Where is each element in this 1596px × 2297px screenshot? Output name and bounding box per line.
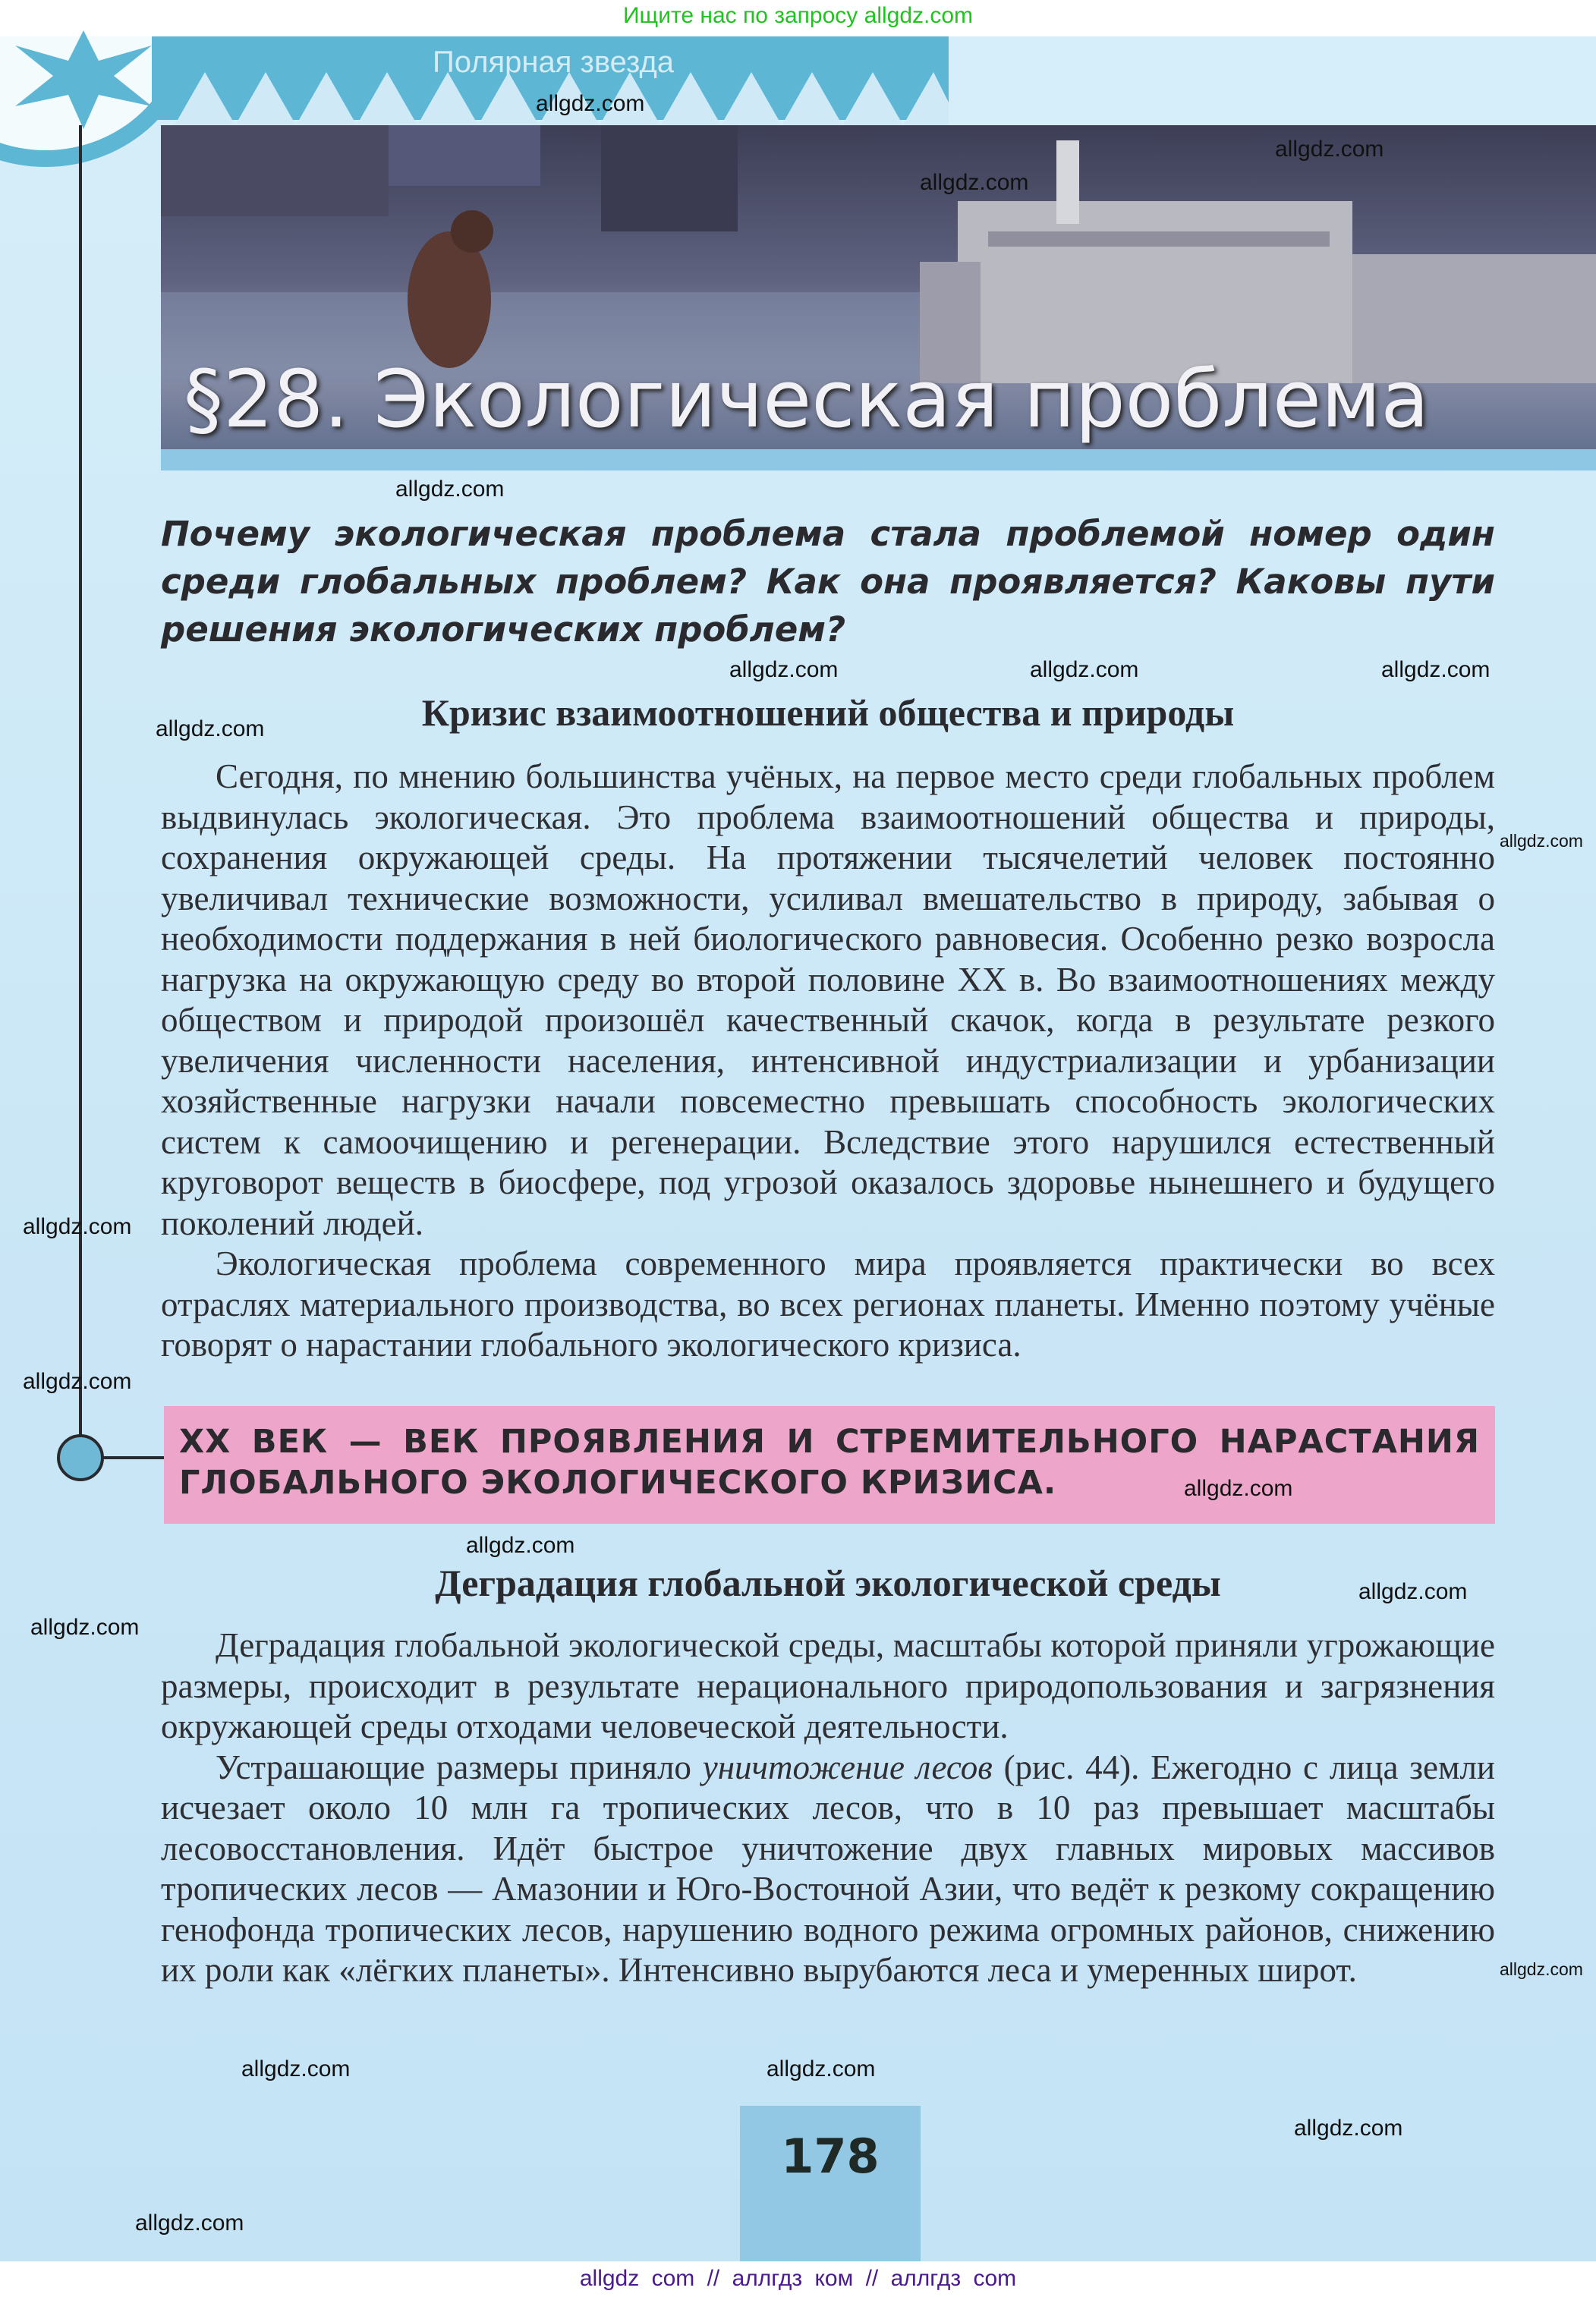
section-heading-degradation: Деградация глобальной экологической среды bbox=[435, 1562, 1221, 1604]
watermark: allgdz.com bbox=[1275, 137, 1384, 162]
emphasis-term: уничтожение лесов bbox=[702, 1748, 993, 1786]
margin-line bbox=[79, 125, 82, 1458]
watermark: allgdz.com bbox=[1294, 2116, 1403, 2141]
section-crisis-body bbox=[161, 757, 1495, 1366]
paragraph: Сегодня, по мнению большинства учёных, на первое место среди глобальных проблем выдвинулась экологическая. Это проблема взаимоотношений общества и природы, сохранения окружающей среды. На протяжении тысячелетий человек постоянно увеличивал технические возможности, усиливал вмешательство в природу, забывая о необходимости поддержания в ней биологического равновесия. Особенно резко возросла нагрузка на окружающую среду во второй половине XX в. Во взаимоотношениях между обществом и природой произошёл качественный скачок, когда в результате резкого увеличения численности населения, интенсивной индустриализации и урбанизации хозяйственные нагрузки начали повсеместно превышать способность экологических систем к самоочищению и регенерации. Вследствие этого нарушился естественный круговорот веществ в биосфере, под угрозой оказалось здоровье нынешнего и будущего поколений людей. bbox=[161, 757, 1495, 1242]
series-name: Полярная звезда bbox=[433, 46, 675, 79]
watermark: allgdz.com bbox=[1500, 1959, 1583, 1979]
bottom-ad-text[interactable]: allgdz com // аллгдз ком // аллгдз com bbox=[579, 2266, 1017, 2291]
watermark: allgdz.com bbox=[1030, 657, 1139, 682]
watermark: allgdz.com bbox=[920, 170, 1029, 195]
section-heading-crisis: Кризис взаимоотношений общества и природы bbox=[421, 691, 1235, 734]
watermark: allgdz.com bbox=[23, 1214, 132, 1239]
text: (рис. 44). Ежегодно с лица земли исчезает около 10 млн га тропических лесов, что в 10 раз превышает масштабы лесовосстановления. Идёт быстрое уничтожение двух главных мировых массивов тропических лесов — Амазонии и Юго-Восточной Азии, что ведёт к резкому сокращению генофонда тропических лесов, нарушению водного режима огромных районов, снижению их роли как «лёгких планеты». Интенсивно вырубаются леса и умеренных широт. bbox=[161, 1748, 1496, 1989]
watermark: allgdz.com bbox=[767, 2056, 876, 2081]
watermark: allgdz.com bbox=[1500, 831, 1583, 851]
section-degradation-body bbox=[161, 1625, 1495, 1991]
watermark: allgdz.com bbox=[1184, 1476, 1293, 1501]
star-icon bbox=[8, 30, 159, 129]
text: Устрашающие размеры приняло bbox=[216, 1748, 703, 1786]
chapter-banner-image bbox=[161, 125, 1596, 470]
paragraph: Деградация глобальной экологической среды, масштабы которой приняли угрожающие размеры, происходит в результате нерационального природопользования и загрязнения окружающей среды отходами человеческой деятельности. bbox=[161, 1626, 1495, 1745]
margin-dot bbox=[57, 1434, 104, 1481]
key-idea-text: XX ВЕК — ВЕК ПРОЯВЛЕНИЯ И СТРЕМИТЕЛЬНОГО НАРАСТАНИЯ ГЛОБАЛЬНОГО ЭКОЛОГИЧЕСКОГО КРИЗИСА. bbox=[179, 1423, 1480, 1502]
page-title: §28. Экологическая проблема bbox=[184, 353, 1430, 445]
watermark: allgdz.com bbox=[1358, 1579, 1468, 1604]
paragraph: Экологическая проблема современного мира проявляется практически во всех отраслях материального производства, во всех регионах планеты. Именно поэтому учёные говорят о нарастании глобального экологического кризиса. bbox=[161, 1244, 1495, 1364]
watermark: allgdz.com bbox=[30, 1615, 140, 1640]
page-number-tab bbox=[740, 2106, 921, 2261]
key-idea-box bbox=[164, 1406, 1495, 1524]
page-number: 178 bbox=[781, 2129, 880, 2184]
watermark: allgdz.com bbox=[729, 657, 839, 682]
paragraph bbox=[161, 1748, 1495, 1991]
watermark: allgdz.com bbox=[395, 477, 505, 502]
watermark: allgdz.com bbox=[135, 2210, 244, 2236]
watermark: allgdz.com bbox=[23, 1369, 132, 1394]
watermark: allgdz.com bbox=[241, 2056, 351, 2081]
watermark: allgdz.com bbox=[536, 91, 645, 116]
lead-questions: Почему экологическая проблема стала проблемой номер один среди глобальных проблем? Как она проявляется? Каковы пути решения экологических проблем? bbox=[161, 514, 1495, 650]
watermark: allgdz.com bbox=[1381, 657, 1491, 682]
title-underbar bbox=[161, 449, 1596, 470]
top-ad-text[interactable]: Ищите нас по запросу allgdz.com bbox=[622, 3, 974, 28]
watermark: allgdz.com bbox=[466, 1533, 575, 1558]
watermark: allgdz.com bbox=[156, 716, 265, 741]
